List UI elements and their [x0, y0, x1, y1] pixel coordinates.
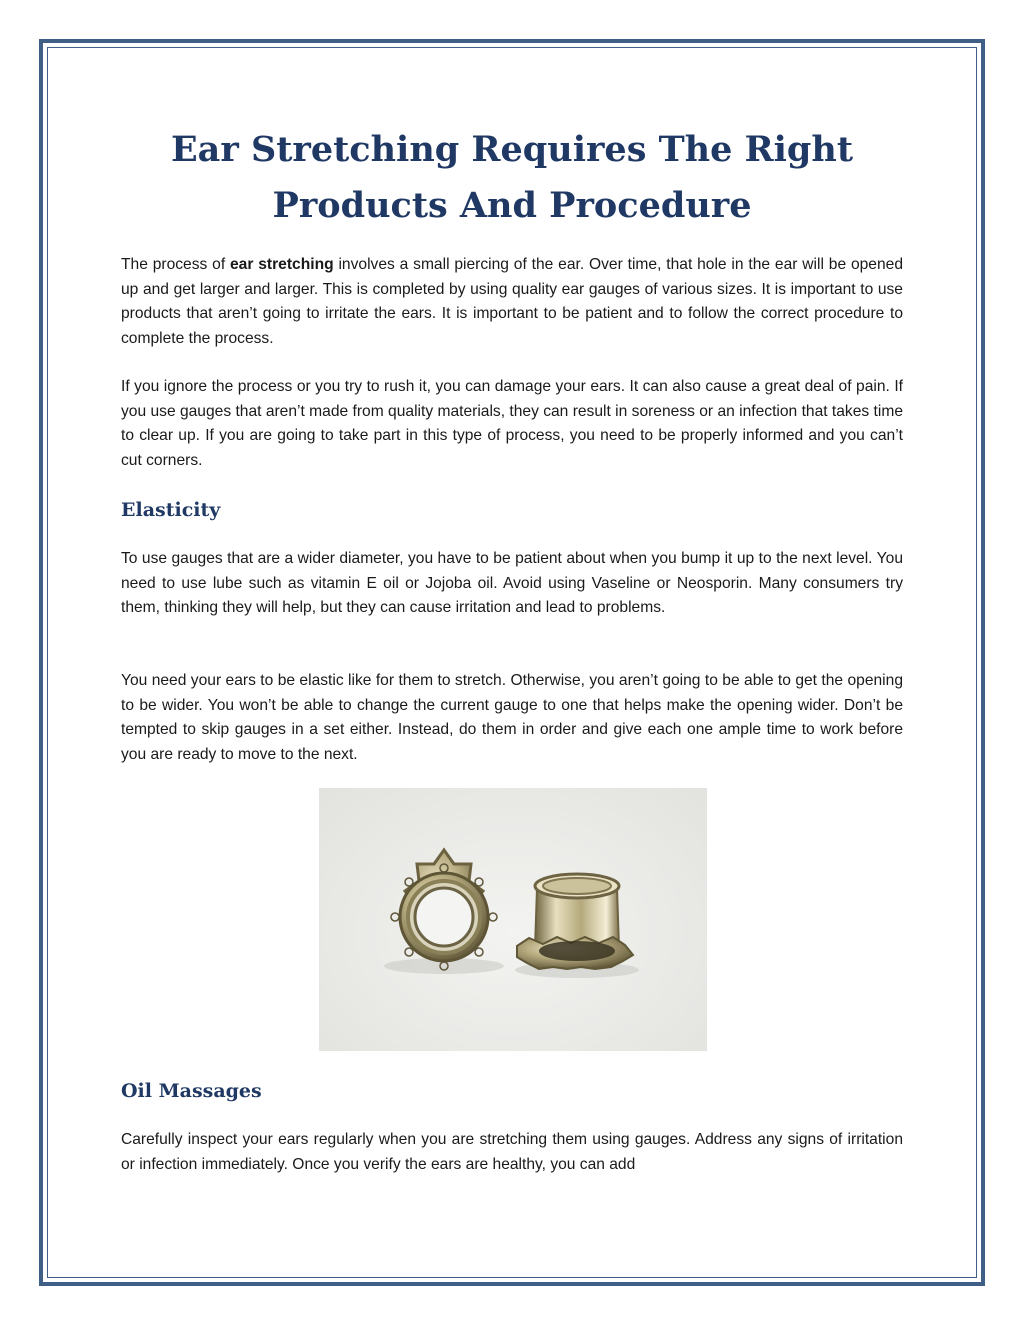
ear-stretching-emphasis: ear stretching: [229, 256, 334, 273]
ear-gauges-illustration: [319, 788, 707, 1051]
intro-text-start: The process of: [121, 256, 230, 273]
ear-gauges-photo: [319, 788, 707, 1051]
paragraph-intro: [121, 253, 903, 351]
flower-tunnel-side: [515, 874, 639, 978]
paragraph-lube: To use gauges that are a wider diameter, you have to be patient about when you bump it up to the next level. You need to use lube such as vitamin E oil or Jojoba oil. Avoid using Vaseline or Neosporin. Many consumers try them, thinking they will help, but they can cause irritation and lead to problems.: [121, 550, 903, 616]
flower-tunnel-front: [384, 850, 504, 974]
paragraph-risks: If you ignore the process or you try to rush it, you can damage your ears. It can also cause a great deal of pain. If you use gauges that aren’t made from quality materials, they can result in soreness or an infection that takes time to clear up. If you are going to take part in this type of process, you need to be properly informed and you can’t cut corners.: [121, 378, 903, 469]
title-line-1: Ear Stretching Requires The Right: [170, 129, 854, 170]
heading-oil-massages: Oil Massages: [121, 1080, 262, 1102]
paragraph-elastic: You need your ears to be elastic like for them to stretch. Otherwise, you aren’t going to be able to get the opening to be wider. You won’t be able to change the current gauge to one that helps make the opening wider. Don’t be tempted to skip gauges in a set either. Instead, do them in order and give each one ample time to work before you are ready to move to the next.: [121, 672, 903, 763]
document-title: [121, 122, 903, 234]
paragraph-inspect: Carefully inspect your ears regularly when you are stretching them using gauges. Address any signs of irritation or infection immediately. Once you verify the ears are healthy, you can add: [121, 1131, 903, 1173]
heading-elasticity: Elasticity: [121, 499, 221, 521]
title-line-2: Products And Procedure: [272, 185, 752, 226]
intro-text-rest: involves a small piercing of the ear. Over time, that hole in the ear will be opened up and get larger and larger. This is completed by using quality ear gauges of various sizes. It is important to use products that aren’t going to irritate the ears. It is important to be patient and to follow the correct procedure to complete the process.: [121, 256, 903, 347]
